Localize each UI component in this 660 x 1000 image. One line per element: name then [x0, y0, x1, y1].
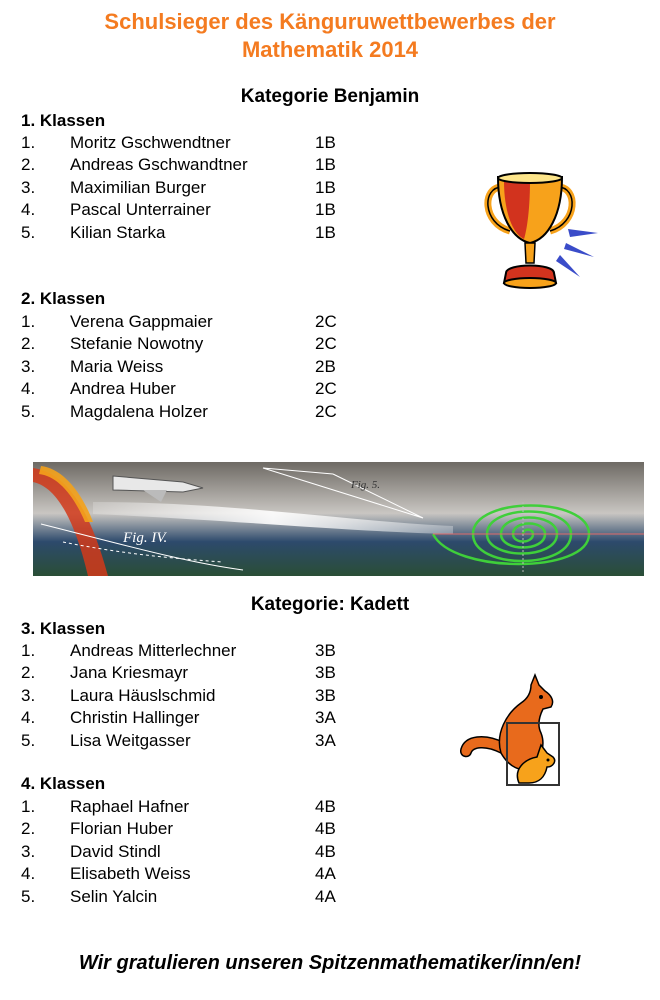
- rank: 4.: [21, 200, 36, 220]
- class-code: 2B: [315, 356, 336, 376]
- fig-label-4: Fig. IV.: [123, 530, 168, 546]
- class-code: 1B: [315, 155, 336, 175]
- rank: 2.: [21, 819, 36, 839]
- student-name: David Stindl: [70, 841, 161, 861]
- student-name: Magdalena Holzer: [70, 401, 208, 421]
- rank: 4.: [21, 864, 36, 884]
- student-name: Pascal Unterrainer: [70, 200, 211, 220]
- student-name: Andreas Gschwandtner: [70, 155, 248, 175]
- title-line-1: Schulsieger des Känguruwettbewerbes der: [104, 9, 556, 34]
- list-item: [21, 378, 441, 400]
- class3-list: [21, 640, 441, 752]
- list-item: [21, 177, 441, 199]
- class-code: 3A: [315, 708, 336, 728]
- rank: 1.: [21, 641, 36, 660]
- list-item: [21, 730, 441, 752]
- category-benjamin-heading: Kategorie Benjamin: [240, 86, 420, 107]
- class-code: 4B: [315, 841, 336, 861]
- student-name: Florian Huber: [70, 819, 173, 839]
- list-item: [21, 356, 441, 378]
- trophy-icon: [480, 165, 605, 293]
- class2-heading: 2. Klassen: [21, 289, 106, 308]
- class-code: 3B: [315, 685, 336, 705]
- list-item: [21, 222, 441, 244]
- list-item: [21, 401, 441, 423]
- student-name: Selin Yalcin: [70, 886, 158, 906]
- rank: 3.: [21, 356, 36, 376]
- student-name: Moritz Gschwendtner: [70, 133, 231, 152]
- list-item: [21, 841, 441, 863]
- rank: 4.: [21, 708, 36, 728]
- rank: 2.: [21, 663, 36, 683]
- class-code: 3B: [315, 641, 336, 660]
- student-name: Verena Gappmaier: [70, 312, 213, 331]
- student-name: Andrea Huber: [70, 379, 176, 399]
- class-code: 2C: [315, 379, 337, 399]
- student-name: Maria Weiss: [70, 356, 164, 376]
- class-code: 1B: [315, 200, 336, 220]
- class4-heading: 4. Klassen: [21, 774, 106, 793]
- rank: 5.: [21, 222, 36, 242]
- list-item: [21, 707, 441, 729]
- list-item: [21, 333, 441, 355]
- student-name: Lisa Weitgasser: [70, 730, 191, 750]
- list-item: [21, 199, 441, 221]
- class-code: 2C: [315, 401, 337, 421]
- class-code: 1B: [315, 133, 336, 152]
- class-code: 4B: [315, 819, 336, 839]
- list-item: [21, 154, 441, 176]
- student-name: Jana Kriesmayr: [70, 663, 189, 683]
- rank: 2.: [21, 155, 36, 175]
- list-item: [21, 796, 441, 818]
- list-item: [21, 863, 441, 885]
- class-code: 3B: [315, 663, 336, 683]
- list-item: [21, 640, 441, 662]
- class-code: 2C: [315, 312, 337, 331]
- rank: 5.: [21, 401, 36, 421]
- class-code: 4A: [315, 864, 336, 884]
- list-item: [21, 132, 441, 154]
- rank: 5.: [21, 886, 36, 906]
- list-item: [21, 685, 441, 707]
- rank: 2.: [21, 334, 36, 354]
- list-item: [21, 311, 441, 333]
- rank: 4.: [21, 379, 36, 399]
- rank: 1.: [21, 797, 36, 816]
- class-code: 1B: [315, 222, 336, 242]
- rank: 3.: [21, 177, 36, 197]
- category-kadett-heading: Kategorie: Kadett: [250, 594, 410, 615]
- student-name: Raphael Hafner: [70, 797, 190, 816]
- student-name: Kilian Starka: [70, 222, 166, 242]
- rank: 1.: [21, 133, 36, 152]
- student-name: Maximilian Burger: [70, 177, 207, 197]
- class-code: 4A: [315, 886, 336, 906]
- class-code: 2C: [315, 334, 337, 354]
- student-name: Elisabeth Weiss: [70, 864, 191, 884]
- rank: 1.: [21, 312, 36, 331]
- math-banner-image: [33, 462, 644, 576]
- kangaroo-logo-icon: [455, 673, 570, 789]
- class-code: 3A: [315, 730, 336, 750]
- class-code: 4B: [315, 797, 336, 816]
- student-name: Laura Häuslschmid: [70, 685, 216, 705]
- title-line-2: Mathematik 2014: [241, 37, 419, 62]
- student-name: Christin Hallinger: [70, 708, 200, 728]
- list-item: [21, 818, 441, 840]
- footer-congratulations: Wir gratulieren unseren Spitzenmathematiker/inn/en!: [78, 952, 582, 974]
- page-title: [0, 8, 660, 64]
- student-name: Stefanie Nowotny: [70, 334, 204, 354]
- list-item: [21, 662, 441, 684]
- class4-list: [21, 796, 441, 908]
- class1-heading: 1. Klassen: [21, 111, 106, 130]
- class1-list: [21, 132, 441, 244]
- class-code: 1B: [315, 177, 336, 197]
- class2-list: [21, 311, 441, 423]
- list-item: [21, 886, 441, 908]
- class3-heading: 3. Klassen: [21, 619, 106, 638]
- rank: 5.: [21, 730, 36, 750]
- fig-label-5: Fig. 5.: [351, 479, 381, 491]
- student-name: Andreas Mitterlechner: [70, 641, 237, 660]
- rank: 3.: [21, 841, 36, 861]
- rank: 3.: [21, 685, 36, 705]
